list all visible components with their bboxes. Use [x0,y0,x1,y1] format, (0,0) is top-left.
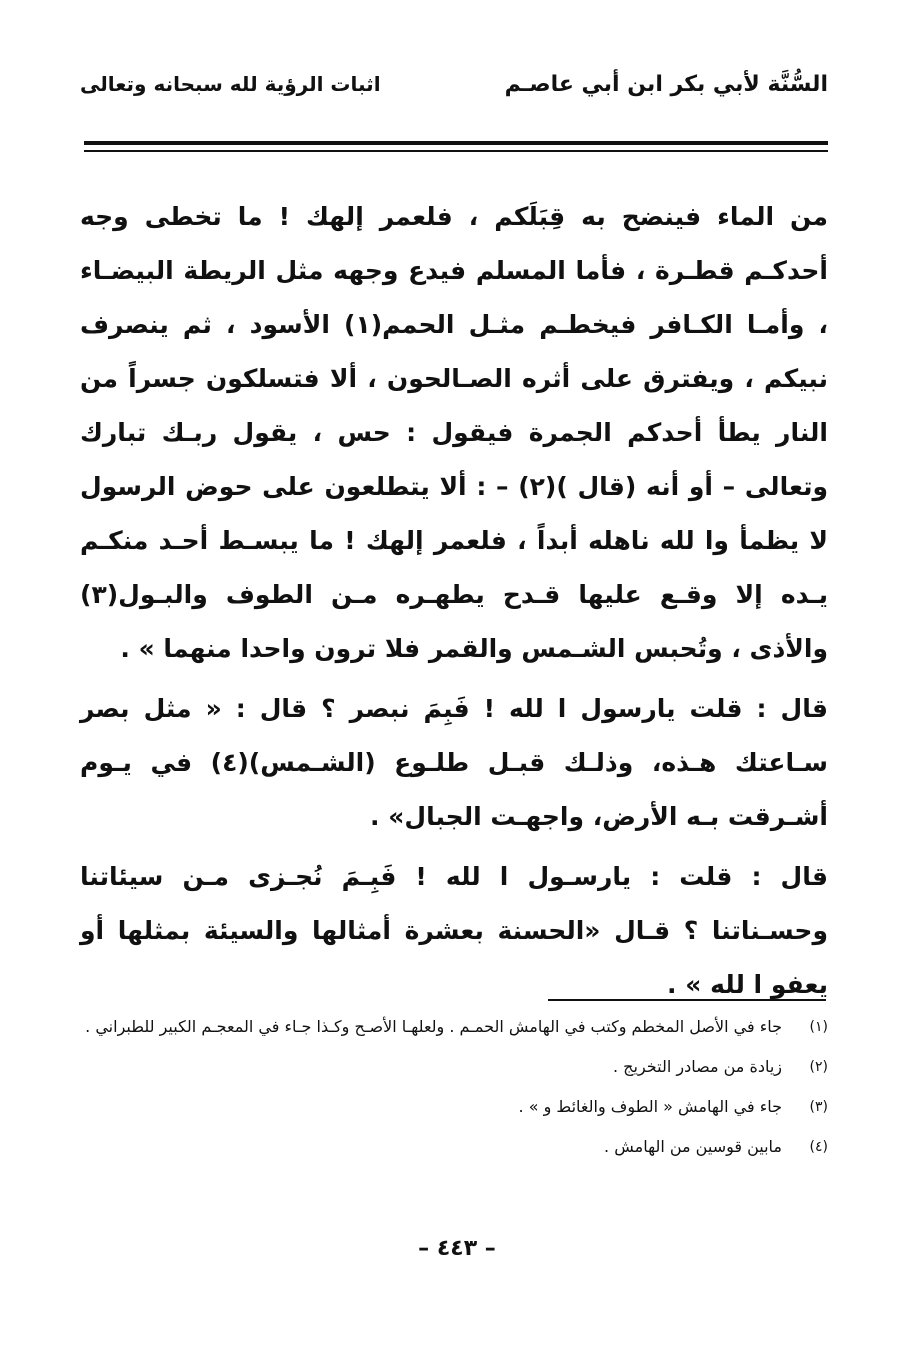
footnote-2 [80,1050,828,1084]
footnotes [80,1010,828,1170]
footnote-number: (١) [809,1019,828,1035]
book-title: السُّنَّة لأبي بكر ابن أبي عاصـم [504,72,828,97]
footnote-number: (٤) [809,1139,828,1155]
chapter-title: اثبات الرؤية لله سبحانه وتعالى [80,72,381,96]
footnote-text: زيادة من مصادر التخريج . [613,1057,782,1076]
footnote-text: مابين قوسين من الهامش . [604,1137,782,1156]
page-number: – ٤٤٣ – [418,1236,496,1261]
header-rule-thick [84,141,828,145]
header-rule-thin [84,150,828,152]
footnote-number: (٢) [809,1059,828,1075]
paragraph-1: من الماء فينضح به قِبَلَكم ، فلعمر إلهك ! ما تخطى وجه أحدكـم قطـرة ، فأما المسلم فيدع وجهه مثل الريطة البيضـاء ، وأمـا الكـافر فيخطـم مثـل الحمم(١) الأسود ، ثم ينصرف نبيكم ، ويفترق على أثره الصـالحون ، ألا فتسلكون جسراً من النار يطأ أحدكم الجمرة فيقول : حس ، يقول ربـك تبارك وتعالى – أو أنه (قال )(٢) – : ألا يتطلعون على حوض الرسول لا يظمأ وا لله ناهله أبداً ، فلعمر إلهك ! ما يبسـط أحـد منكـم يـده إلا وقـع عليها قـدح يطهـره مـن الطوف والبـول(٣) والأذى ، وتُحبس الشـمس والقمر فلا ترون واحدا منهما » . [80,202,828,663]
footnote-1 [80,1010,828,1044]
main-text [80,190,828,1012]
footnote-3 [80,1090,828,1124]
paragraph-3: قال : قلت : يارسـول ا لله ! فَبِـمَ نُجـزى مـن سيئاتنا وحسـناتنا ؟ قـال «الحسنة بعشرة أمثالها والسيئة بمثلها أو يعفو ا لله » . [80,862,828,999]
footnote-separator [548,999,826,1001]
footnote-text: جاء في الهامش « الطوف والغائط و » . [518,1097,782,1116]
footnote-text: جاء في الأصل المخطم وكتب في الهامش الحمـم . ولعلهـا الأصـح وكـذا جـاء في المعجـم الكبير للطبراني . [85,1017,782,1036]
paragraph-2: قال : قلت يارسول ا لله ! فَبِمَ نبصر ؟ قال : « مثل بصر سـاعتك هـذه، وذلـك قبـل طلـوع (الشـمس)(٤) في يـوم أشـرقت بـه الأرض، واجهـت الجبال» . [80,694,828,831]
footnote-4 [80,1130,828,1164]
running-header [80,62,828,112]
footnote-number: (٣) [809,1099,828,1115]
